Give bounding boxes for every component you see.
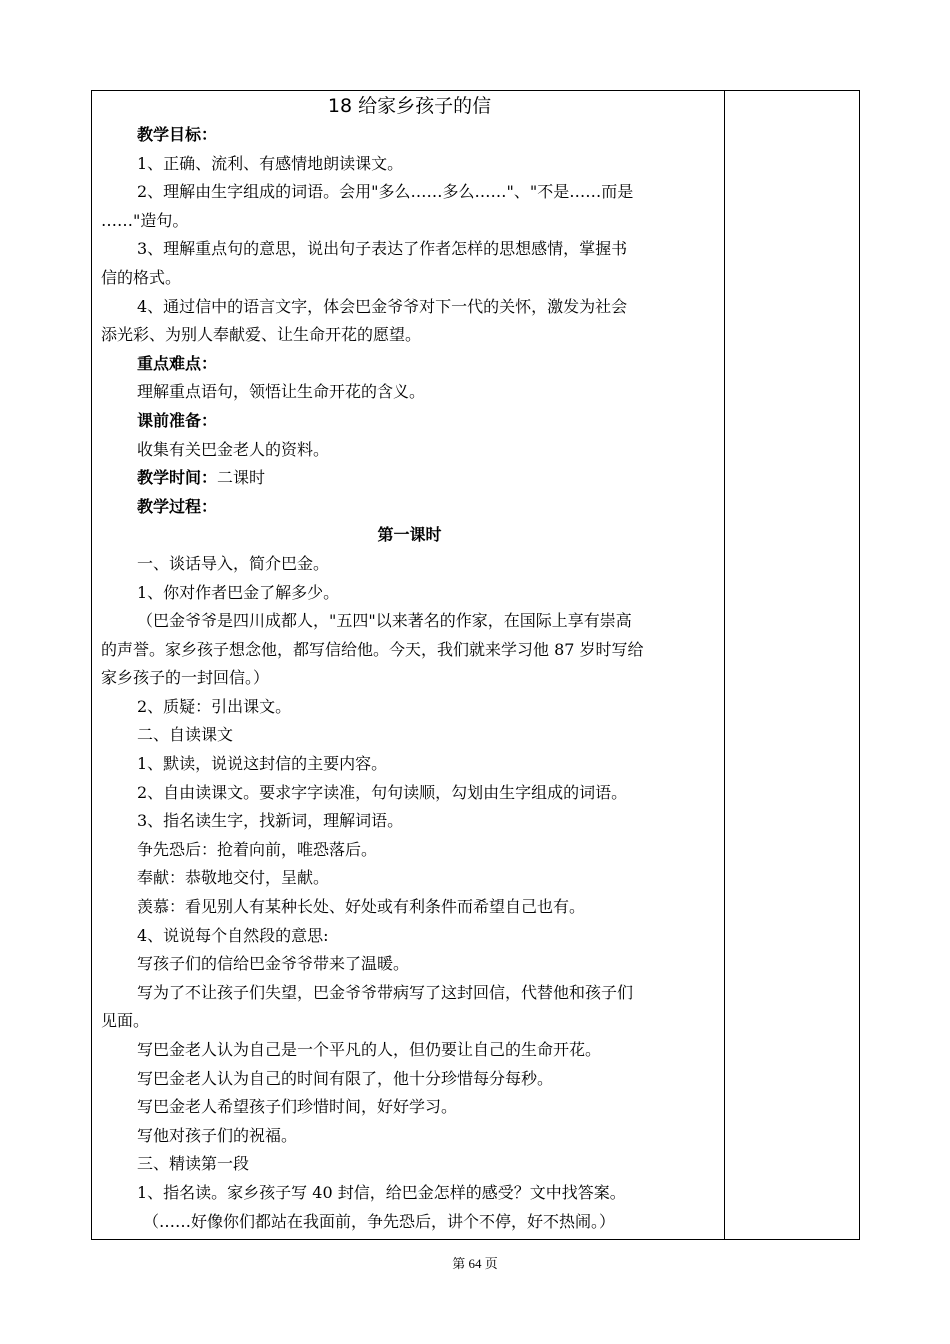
heading-process: 教学过程： xyxy=(137,496,218,516)
goal-4-line-2: 添光彩、为别人奉献爱、让生命开花的愿望。 xyxy=(101,325,422,345)
teaching-time xyxy=(101,464,718,493)
section-2-item-3: 3、指名读生字，找新词，理解词语。 xyxy=(137,811,404,831)
paragraph-meaning-2-line-2: 见面。 xyxy=(101,1011,150,1031)
paragraph-meaning-3: 写巴金老人认为自己是一个平凡的人，但仍要让自己的生命开花。 xyxy=(137,1040,602,1059)
teaching-time-label: 教学时间： xyxy=(137,468,218,488)
word-definition-1: 争先恐后：抢着向前，唯恐落后。 xyxy=(137,839,378,859)
section-3: 三、精读第一段 xyxy=(137,1154,250,1174)
word-definition-2: 奉献：恭敬地交付，呈献。 xyxy=(137,868,330,888)
goal-3-line-1: 3、理解重点句的意思，说出句子表达了作者怎样的思想感情，掌握书 xyxy=(137,239,628,259)
heading-key-points: 重点难点： xyxy=(137,353,218,373)
section-3-item-1: 1、指名读。家乡孩子写 40 封信，给巴金怎样的感受？文中找答案。 xyxy=(137,1182,626,1202)
section-2: 二、自读课文 xyxy=(137,725,234,745)
section-1: 一、谈话导入，简介巴金。 xyxy=(137,553,330,573)
section-2-item-1: 1、默读，说说这封信的主要内容。 xyxy=(137,754,388,774)
paragraph-meaning-6: 写他对孩子们的祝福。 xyxy=(137,1125,298,1145)
section-2-item-4: 4、说说每个自然段的意思: xyxy=(137,925,329,945)
page-number: 第 64 页 xyxy=(452,1256,498,1271)
goal-2-line-2: ……"造句。 xyxy=(101,210,189,230)
paragraph-meaning-2-line-1: 写为了不让孩子们失望，巴金爷爷带病写了这封回信，代替他和孩子们 xyxy=(137,982,634,1002)
paragraph-meaning-5: 写巴金老人希望孩子们珍惜时间，好好学习。 xyxy=(137,1097,458,1117)
paragraph-meaning-1: 写孩子们的信给巴金爷爷带来了温暖。 xyxy=(137,954,410,974)
section-3-quote: （……好像你们都站在我面前，争先恐后，讲个不停，好不热闹。） xyxy=(143,1211,616,1231)
section-2-item-2: 2、自由读课文。要求字字读准，句句读顺，勾划由生字组成的词语。 xyxy=(137,782,628,802)
heading-preparation: 课前准备： xyxy=(137,410,218,430)
section-1-note-line-1: （巴金爷爷是四川成都人，"五四"以来著名的作家，在国际上享有崇高 xyxy=(137,611,632,631)
goal-4-line-1: 4、通过信中的语言文字，体会巴金爷爷对下一代的关怀，激发为社会 xyxy=(137,296,628,316)
section-1-item-2: 2、质疑：引出课文。 xyxy=(137,696,292,716)
lesson-title: 18 给家乡孩子的信 xyxy=(327,95,492,117)
word-definition-3: 羡慕：看见别人有某种长处、好处或有利条件而希望自己也有。 xyxy=(137,897,586,917)
section-1-note-line-2: 的声誉。家乡孩子想念他，都写信给他。今天，我们就来学习他 87 岁时写给 xyxy=(101,639,644,659)
goal-3-line-2: 信的格式。 xyxy=(101,267,182,287)
goal-2-line-1: 2、理解由生字组成的词语。会用"多么……多么……"、"不是……而是 xyxy=(137,182,634,202)
section-1-note-line-3: 家乡孩子的一封回信。） xyxy=(101,668,270,688)
teaching-time-value: 二课时 xyxy=(217,468,266,488)
heading-goals: 教学目标： xyxy=(137,125,218,144)
lesson-content xyxy=(101,93,718,1236)
section-1-item-1: 1、你对作者巴金了解多少。 xyxy=(137,582,340,602)
column-divider xyxy=(724,90,725,1240)
goal-1: 1、正确、流利、有感情地朗读课文。 xyxy=(137,153,404,173)
preparation-text: 收集有关巴金老人的资料。 xyxy=(137,439,330,459)
paragraph-meaning-4: 写巴金老人认为自己的时间有限了，他十分珍惜每分每秒。 xyxy=(137,1068,554,1088)
lesson-period-heading: 第一课时 xyxy=(377,525,442,545)
key-points-text: 理解重点语句，领悟让生命开花的含义。 xyxy=(137,382,426,402)
